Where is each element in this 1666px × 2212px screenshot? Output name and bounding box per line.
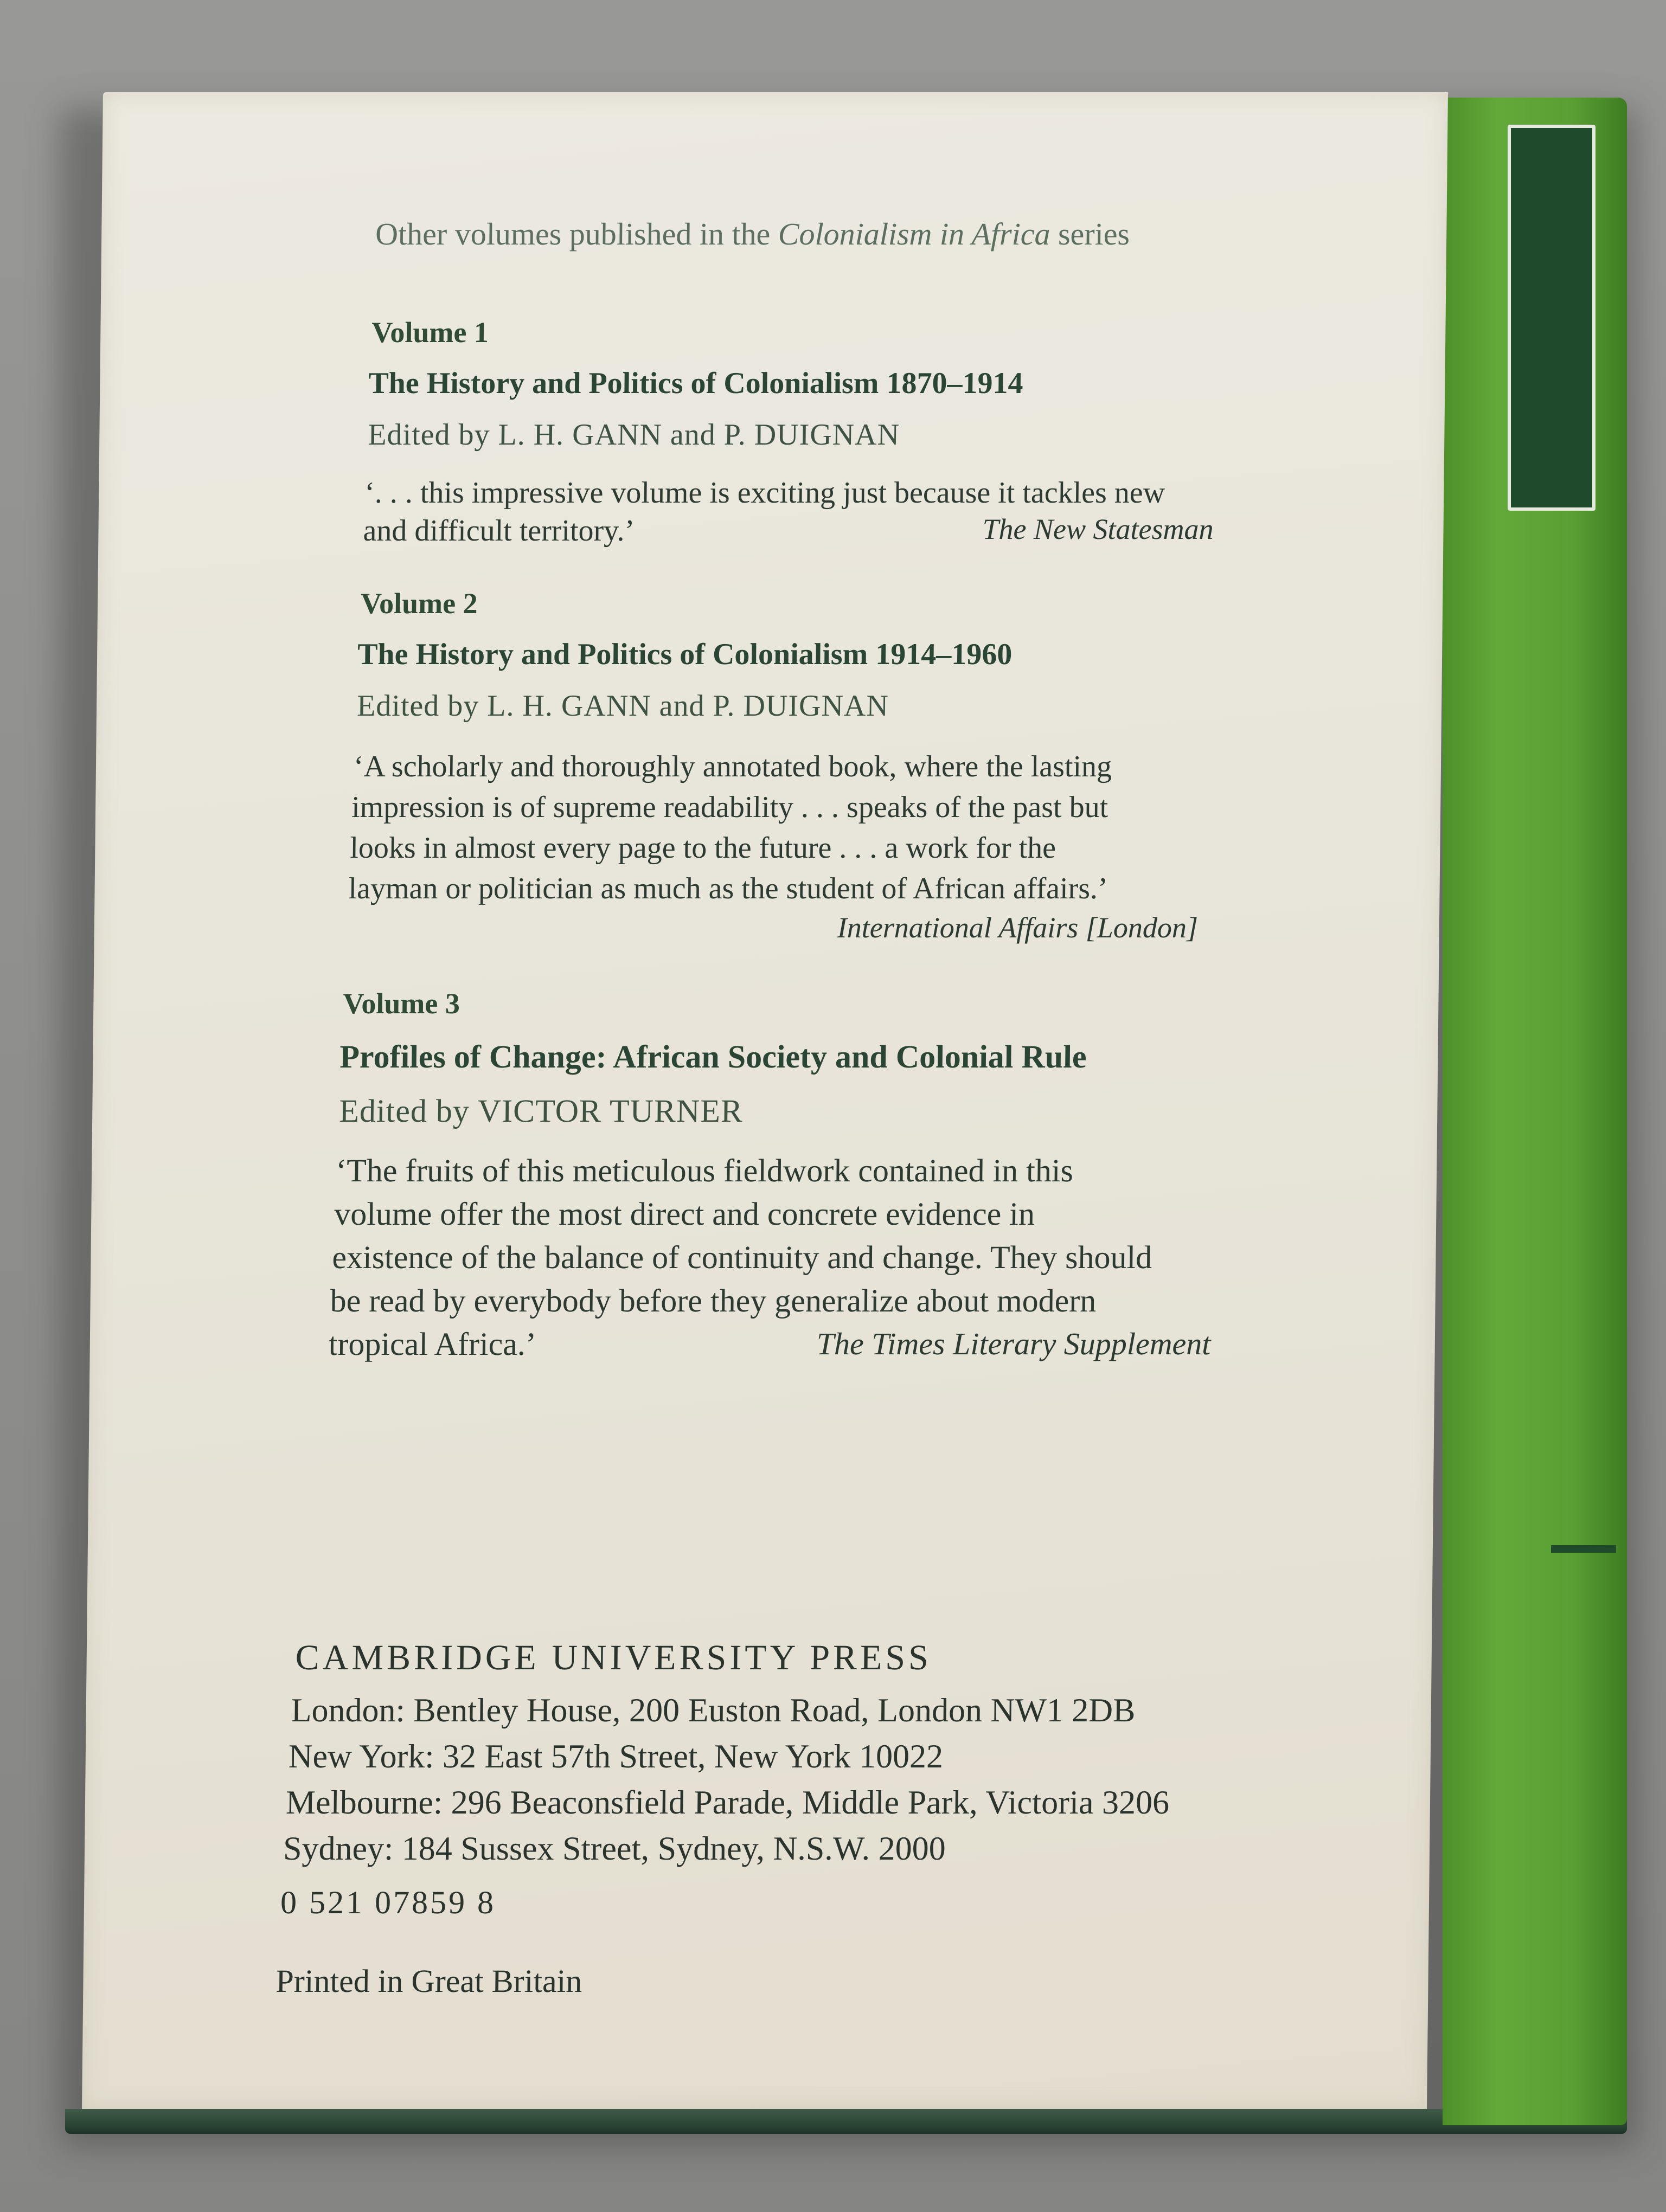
- series-note-prefix: Other volumes published in the: [375, 216, 779, 252]
- dust-jacket-back-cover: [82, 92, 1448, 2109]
- volume-3-quote-line-4: be read by everybody before they generalize about modern: [330, 1283, 1097, 1319]
- series-name: Colonialism in Africa: [778, 216, 1050, 252]
- address-new-york: New York: 32 East 57th Street, New York 10022: [288, 1738, 944, 1775]
- volume-3-quote-line-2: volume offer the most direct and concrete evidence in: [334, 1196, 1035, 1232]
- volume-1-quote-line-2: and difficult territory.’: [363, 514, 635, 548]
- volume-2-quote-line-1: ‘A scholarly and thoroughly annotated book, where the lasting: [353, 750, 1112, 783]
- isbn-number: 0 521 07859 8: [280, 1885, 496, 1920]
- volume-3-title: Profiles of Change: African Society and Colonial Rule: [339, 1039, 1087, 1075]
- volume-3-label: Volume 3: [343, 987, 460, 1020]
- spine-rule: [1551, 1545, 1616, 1553]
- address-london: London: Bentley House, 200 Euston Road, London NW1 2DB: [291, 1692, 1136, 1729]
- book-board-edge: [65, 2109, 1627, 2134]
- volume-2-title: The History and Politics of Colonialism 1914–1960: [357, 638, 1013, 671]
- volume-2-quote-line-2: impression is of supreme readability . . . speaks of the past but: [351, 790, 1108, 824]
- volume-2-quote-line-3: looks in almost every page to the future . . . a work for the: [350, 831, 1056, 865]
- volume-2-label: Volume 2: [360, 587, 478, 620]
- volume-2-editor: Edited by L. H. GANN and P. DUIGNAN: [356, 689, 889, 723]
- volume-1-label: Volume 1: [371, 316, 489, 349]
- volume-1-editor: Edited by L. H. GANN and P. DUIGNAN: [368, 418, 900, 452]
- volume-1-quote-line-1: ‘. . . this impressive volume is exciting just because it tackles new: [364, 476, 1165, 510]
- volume-3-quote-line-5: tropical Africa.’: [328, 1326, 537, 1362]
- printed-in-note: Printed in Great Britain: [275, 1963, 582, 1999]
- address-melbourne: Melbourne: 296 Beaconsfield Parade, Middle Park, Victoria 3206: [285, 1784, 1170, 1821]
- volume-2-quote-line-4: layman or politician as much as the student of African affairs.’: [348, 872, 1108, 905]
- volume-1-title: The History and Politics of Colonialism 1870–1914: [368, 366, 1023, 400]
- volume-1-source: The New Statesman: [982, 513, 1214, 545]
- spine-label-band: [1508, 125, 1595, 511]
- volume-3-source: The Times Literary Supplement: [816, 1326, 1211, 1361]
- volume-3-quote-line-3: existence of the balance of continuity and change. They should: [332, 1239, 1152, 1275]
- address-sydney: Sydney: 184 Sussex Street, Sydney, N.S.W. 2000: [283, 1830, 946, 1867]
- volume-3-editor: Edited by VICTOR TURNER: [338, 1093, 744, 1129]
- cover-text-block: [82, 92, 1448, 2109]
- publisher-name: CAMBRIDGE UNIVERSITY PRESS: [295, 1638, 932, 1677]
- volume-2-source: International Affairs [London]: [837, 911, 1199, 944]
- series-note: [375, 216, 1130, 252]
- series-note-suffix: series: [1050, 216, 1130, 252]
- volume-3-quote-line-1: ‘The fruits of this meticulous fieldwork contained in this: [335, 1153, 1074, 1188]
